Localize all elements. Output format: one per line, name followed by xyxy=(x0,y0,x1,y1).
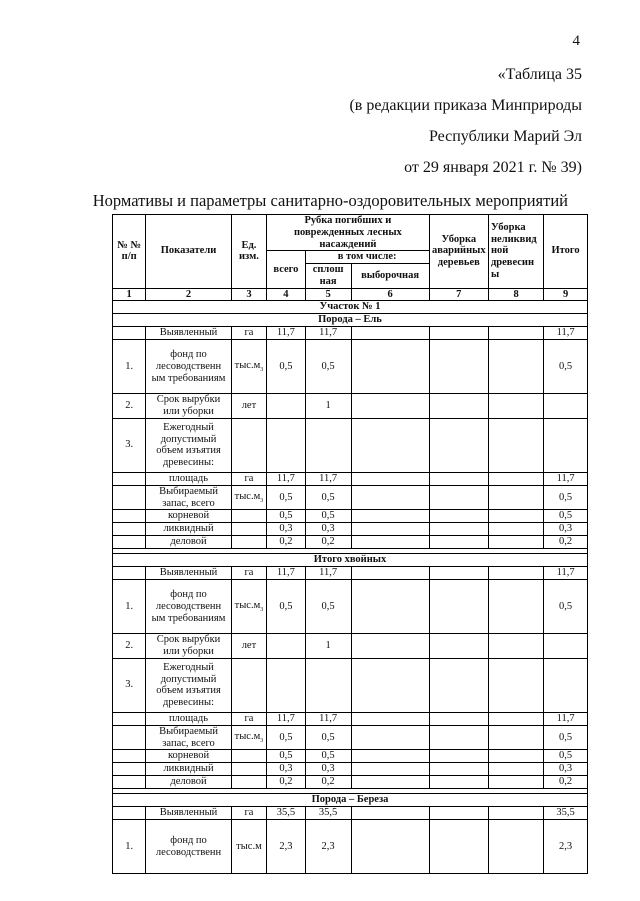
value-total: 11,7 xyxy=(267,567,306,580)
value-em xyxy=(429,725,488,750)
value-total: 0,3 xyxy=(267,763,306,776)
row-number xyxy=(113,485,146,510)
block-title: Порода – Ель xyxy=(113,314,588,327)
unit-exponent: 3 xyxy=(260,497,264,504)
row-number xyxy=(113,523,146,536)
value-ill xyxy=(488,658,543,712)
value-sel xyxy=(351,418,429,472)
row-number: 1. xyxy=(113,820,146,874)
value-total: 0,3 xyxy=(267,523,306,536)
unit-cell xyxy=(231,485,266,510)
indicator-cell: деловой xyxy=(146,776,231,789)
table-row xyxy=(113,536,588,549)
value-sel xyxy=(351,510,429,523)
column-number: 5 xyxy=(305,288,351,301)
table-row xyxy=(113,763,588,776)
row-number: 3. xyxy=(113,418,146,472)
value-ill xyxy=(488,523,543,536)
unit-cell xyxy=(231,340,266,394)
column-number: 7 xyxy=(429,288,488,301)
value-itogo xyxy=(544,658,588,712)
unit-cell: га xyxy=(231,472,266,485)
table-row xyxy=(113,394,588,419)
unit-cell xyxy=(231,510,266,523)
column-number: 4 xyxy=(267,288,306,301)
value-total: 0,5 xyxy=(267,580,306,634)
value-sel xyxy=(351,725,429,750)
unit-cell: га xyxy=(231,807,266,820)
header-including: в том числе: xyxy=(305,251,429,264)
value-total: 0,2 xyxy=(267,776,306,789)
unit-cell: тыс.м xyxy=(231,820,266,874)
value-clear: 0,5 xyxy=(305,485,351,510)
value-itogo xyxy=(544,634,588,659)
indicator-cell: Выбираемый запас, всего xyxy=(146,485,231,510)
row-number xyxy=(113,725,146,750)
value-ill xyxy=(488,472,543,485)
value-em xyxy=(429,763,488,776)
value-sel xyxy=(351,712,429,725)
header-date-line: от 29 января 2021 г. № 39) xyxy=(404,159,582,176)
value-itogo: 11,7 xyxy=(544,712,588,725)
indicator-cell: Выявленный xyxy=(146,327,231,340)
row-number xyxy=(113,763,146,776)
unit-cell xyxy=(231,776,266,789)
value-em xyxy=(429,750,488,763)
column-number: 1 xyxy=(113,288,146,301)
value-em xyxy=(429,510,488,523)
value-sel xyxy=(351,763,429,776)
table-row xyxy=(113,523,588,536)
header-republic-line: Республики Марий Эл xyxy=(428,128,582,145)
indicator-cell: площадь xyxy=(146,712,231,725)
value-sel xyxy=(351,807,429,820)
document-title: Нормативы и параметры санитарно-оздоровительных мероприятий xyxy=(92,191,568,210)
table-body xyxy=(113,288,588,874)
indicator-cell: ликвидный xyxy=(146,523,231,536)
column-number: 8 xyxy=(488,288,543,301)
value-itogo: 0,3 xyxy=(544,523,588,536)
table-row xyxy=(113,472,588,485)
indicator-cell: Выбираемый запас, всего xyxy=(146,725,231,750)
value-total xyxy=(267,394,306,419)
value-ill xyxy=(488,485,543,510)
indicator-cell: ликвидный xyxy=(146,763,231,776)
header-unit: Ед. изм. xyxy=(231,215,266,289)
value-itogo: 0,5 xyxy=(544,580,588,634)
value-itogo: 0,5 xyxy=(544,340,588,394)
value-sel xyxy=(351,485,429,510)
indicator-cell: Ежегодный допустимый объем изъятия древесины: xyxy=(146,658,231,712)
row-number xyxy=(113,327,146,340)
value-clear: 0,2 xyxy=(305,776,351,789)
row-number xyxy=(113,712,146,725)
header-num: № № п/п xyxy=(113,215,146,289)
value-sel xyxy=(351,394,429,419)
value-sel xyxy=(351,658,429,712)
value-ill xyxy=(488,763,543,776)
indicator-cell: корневой xyxy=(146,750,231,763)
value-itogo xyxy=(544,394,588,419)
unit-exponent: 3 xyxy=(260,366,264,373)
value-itogo: 2,3 xyxy=(544,820,588,874)
unit-exponent: 3 xyxy=(260,737,264,744)
header-itogo: Итого xyxy=(544,215,588,289)
value-itogo: 0,5 xyxy=(544,750,588,763)
value-ill xyxy=(488,327,543,340)
value-em xyxy=(429,567,488,580)
value-clear: 0,5 xyxy=(305,580,351,634)
value-ill xyxy=(488,394,543,419)
column-number: 3 xyxy=(231,288,266,301)
value-sel xyxy=(351,536,429,549)
value-itogo: 11,7 xyxy=(544,567,588,580)
header-table-number: «Таблица 35 xyxy=(497,66,582,83)
indicator-cell: Ежегодный допустимый объем изъятия древесины: xyxy=(146,418,231,472)
row-number xyxy=(113,776,146,789)
table-row xyxy=(113,580,588,634)
indicator-cell: Срок вырубки или уборки xyxy=(146,634,231,659)
value-total: 11,7 xyxy=(267,327,306,340)
value-em xyxy=(429,634,488,659)
value-clear: 35,5 xyxy=(305,807,351,820)
value-clear: 2,3 xyxy=(305,820,351,874)
value-itogo xyxy=(544,418,588,472)
value-total: 0,5 xyxy=(267,340,306,394)
value-em xyxy=(429,394,488,419)
column-number: 9 xyxy=(544,288,588,301)
table-row xyxy=(113,807,588,820)
value-ill xyxy=(488,634,543,659)
value-ill xyxy=(488,776,543,789)
value-em xyxy=(429,340,488,394)
table-row xyxy=(113,658,588,712)
table-row xyxy=(113,776,588,789)
indicator-cell: фонд по лесоводственн ым требованиям xyxy=(146,340,231,394)
value-ill xyxy=(488,340,543,394)
value-total: 0,2 xyxy=(267,536,306,549)
indicator-cell: площадь xyxy=(146,472,231,485)
table-row xyxy=(113,634,588,659)
table-row xyxy=(113,340,588,394)
value-total xyxy=(267,658,306,712)
row-number xyxy=(113,536,146,549)
unit-cell: га xyxy=(231,712,266,725)
value-sel xyxy=(351,340,429,394)
unit-cell: лет xyxy=(231,394,266,419)
block-title-row xyxy=(113,314,588,327)
indicator-cell: деловой xyxy=(146,536,231,549)
column-number: 2 xyxy=(146,288,231,301)
column-number: 6 xyxy=(351,288,429,301)
value-itogo: 11,7 xyxy=(544,327,588,340)
row-number: 2. xyxy=(113,394,146,419)
row-number xyxy=(113,472,146,485)
value-sel xyxy=(351,580,429,634)
value-ill xyxy=(488,712,543,725)
unit-cell xyxy=(231,658,266,712)
unit-cell xyxy=(231,523,266,536)
indicator-cell: Выявленный xyxy=(146,567,231,580)
value-sel xyxy=(351,567,429,580)
unit-cell: га xyxy=(231,567,266,580)
value-total xyxy=(267,418,306,472)
table-row xyxy=(113,418,588,472)
unit-cell: га xyxy=(231,327,266,340)
page-number: 4 xyxy=(572,33,580,49)
value-clear: 0,5 xyxy=(305,340,351,394)
unit-cell xyxy=(231,536,266,549)
value-clear xyxy=(305,658,351,712)
unit-cell xyxy=(231,763,266,776)
block-title: Итого хвойных xyxy=(113,554,588,567)
value-ill xyxy=(488,567,543,580)
value-em xyxy=(429,820,488,874)
value-em xyxy=(429,485,488,510)
section-label: Участок № 1 xyxy=(113,301,588,314)
value-sel xyxy=(351,523,429,536)
value-ill xyxy=(488,807,543,820)
block-title-row xyxy=(113,794,588,807)
value-ill xyxy=(488,510,543,523)
value-clear: 11,7 xyxy=(305,327,351,340)
value-em xyxy=(429,580,488,634)
value-itogo: 11,7 xyxy=(544,472,588,485)
header-illiquid: Уборка неликвид ной древесин ы xyxy=(488,215,543,289)
value-sel xyxy=(351,820,429,874)
value-sel xyxy=(351,327,429,340)
indicator-cell: фонд по лесоводственн xyxy=(146,820,231,874)
value-em xyxy=(429,472,488,485)
value-ill xyxy=(488,750,543,763)
value-itogo: 0,2 xyxy=(544,776,588,789)
header-clear: сплош ная xyxy=(305,264,351,289)
value-em xyxy=(429,327,488,340)
value-ill xyxy=(488,820,543,874)
value-clear: 11,7 xyxy=(305,712,351,725)
unit-text: тыс.м xyxy=(234,359,261,371)
value-sel xyxy=(351,472,429,485)
value-clear: 0,3 xyxy=(305,763,351,776)
value-em xyxy=(429,658,488,712)
indicator-cell: фонд по лесоводственн ым требованиям xyxy=(146,580,231,634)
block-title-row xyxy=(113,554,588,567)
unit-text: тыс.м xyxy=(234,730,261,742)
unit-text: тыс.м xyxy=(234,599,261,611)
value-clear: 1 xyxy=(305,394,351,419)
value-clear xyxy=(305,418,351,472)
table-row xyxy=(113,712,588,725)
indicator-cell: Выявленный xyxy=(146,807,231,820)
unit-cell xyxy=(231,418,266,472)
unit-cell xyxy=(231,750,266,763)
value-itogo: 35,5 xyxy=(544,807,588,820)
table-row xyxy=(113,510,588,523)
header-total: всего xyxy=(267,251,306,288)
unit-cell xyxy=(231,580,266,634)
value-ill xyxy=(488,418,543,472)
row-number: 1. xyxy=(113,340,146,394)
row-number: 3. xyxy=(113,658,146,712)
table-row xyxy=(113,750,588,763)
value-total: 0,5 xyxy=(267,510,306,523)
header-felling: Рубка погибших и поврежденных лесных насаждений xyxy=(267,215,429,251)
table-row xyxy=(113,327,588,340)
section-row xyxy=(113,301,588,314)
header-emergency: Уборка аварийных деревьев xyxy=(429,215,488,289)
header-edition-line: (в редакции приказа Минприроды xyxy=(349,97,582,114)
row-number: 2. xyxy=(113,634,146,659)
value-total: 11,7 xyxy=(267,472,306,485)
value-sel xyxy=(351,776,429,789)
value-ill xyxy=(488,580,543,634)
block-title: Порода – Береза xyxy=(113,794,588,807)
value-itogo: 0,2 xyxy=(544,536,588,549)
value-total: 35,5 xyxy=(267,807,306,820)
value-clear: 0,5 xyxy=(305,510,351,523)
unit-cell: лет xyxy=(231,634,266,659)
unit-text: тыс.м xyxy=(234,490,261,502)
value-itogo: 0,5 xyxy=(544,725,588,750)
value-clear: 0,2 xyxy=(305,536,351,549)
table-row xyxy=(113,567,588,580)
unit-exponent: 3 xyxy=(260,606,264,613)
value-em xyxy=(429,418,488,472)
row-number xyxy=(113,510,146,523)
unit-cell xyxy=(231,725,266,750)
value-itogo: 0,5 xyxy=(544,485,588,510)
table-row xyxy=(113,820,588,874)
value-clear: 1 xyxy=(305,634,351,659)
value-clear: 11,7 xyxy=(305,472,351,485)
value-sel xyxy=(351,750,429,763)
table-row xyxy=(113,485,588,510)
header-selective: выборочная xyxy=(351,264,429,289)
table-row xyxy=(113,725,588,750)
value-em xyxy=(429,523,488,536)
row-number xyxy=(113,807,146,820)
row-number xyxy=(113,750,146,763)
value-clear: 0,5 xyxy=(305,725,351,750)
value-ill xyxy=(488,725,543,750)
value-clear: 0,3 xyxy=(305,523,351,536)
value-clear: 0,5 xyxy=(305,750,351,763)
value-clear: 11,7 xyxy=(305,567,351,580)
value-ill xyxy=(488,536,543,549)
value-em xyxy=(429,712,488,725)
value-itogo: 0,3 xyxy=(544,763,588,776)
column-numbers-row xyxy=(113,288,588,301)
value-total: 11,7 xyxy=(267,712,306,725)
value-total: 2,3 xyxy=(267,820,306,874)
indicator-cell: Срок вырубки или уборки xyxy=(146,394,231,419)
row-number: 1. xyxy=(113,580,146,634)
value-sel xyxy=(351,634,429,659)
header-indicators: Показатели xyxy=(146,215,231,289)
value-em xyxy=(429,807,488,820)
row-number xyxy=(113,567,146,580)
value-total: 0,5 xyxy=(267,725,306,750)
value-em xyxy=(429,776,488,789)
value-total: 0,5 xyxy=(267,485,306,510)
indicator-cell: корневой xyxy=(146,510,231,523)
value-em xyxy=(429,536,488,549)
norms-table xyxy=(112,214,588,874)
value-total: 0,5 xyxy=(267,750,306,763)
value-total xyxy=(267,634,306,659)
value-itogo: 0,5 xyxy=(544,510,588,523)
